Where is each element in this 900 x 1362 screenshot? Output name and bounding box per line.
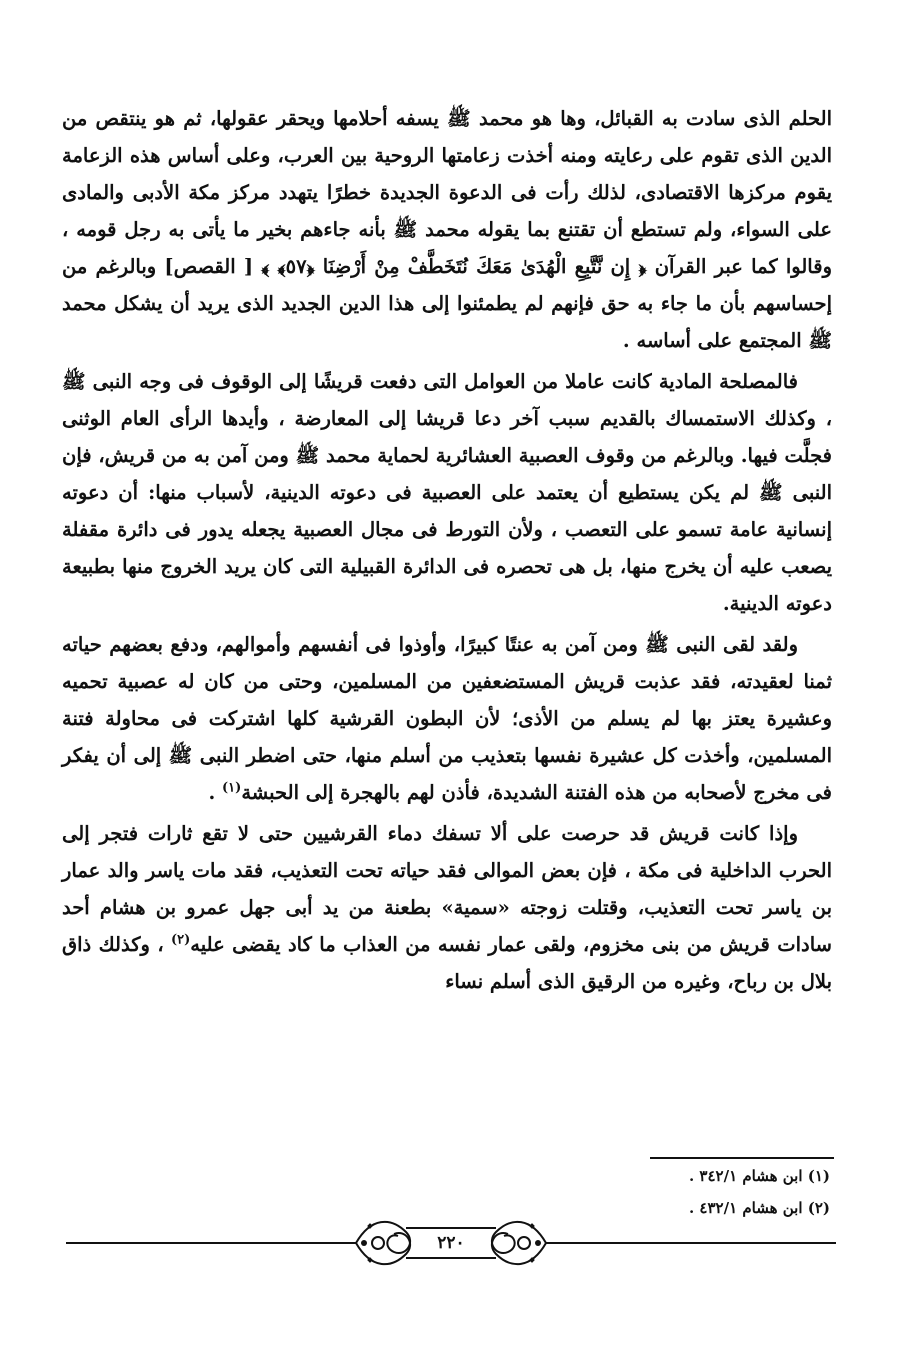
paragraph-2 [62,363,832,622]
footer-rule-right [546,1242,836,1244]
page-number: ٢٢٠ [437,1233,465,1253]
paragraph-4-text: وإذا كانت قريش قد حرصت على ألا تسفك دماء القرشيين حتى لا تقع ثارات فتجر إلى الحرب الداخلية فى مكة ، فإن بعض الموالى فقد حياته تحت التعذيب، فقد مات ياسر والد عمار بن ياسر تحت التعذيب، وقتلت زوجته «سمية» بطعنة من يد أبى جهل عمرو بن هشام أحد سادات قريش من بنى مخزوم، ولقى عمار نفسه من العذاب ما كاد يقضى عليه [62,822,833,956]
body-text [62,100,832,1004]
footnote-1: (١) ابن هشام ٣٤٢/١ . [688,1167,830,1185]
paragraph-3 [62,626,832,811]
paragraph-1 [62,100,832,359]
footnote-ref-2: (٢) [171,932,191,948]
paragraph-3-text: ولقد لقى النبى ﷺ ومن آمن به عنتًا كبيرًا، وأوذوا فى أنفسهم وأموالهم، ودفع بعضهم حياته ثمنا لعقيدته، فقد عذبت قريش المستضعفين من المسلمين، وحتى من كان له عصبية تحميه وعشيرة يعتز بها لم يسلم من الأذى؛ لأن البطون القرشية كلها اشتركت فى محاولة فتنة المسلمين، وأخذت كل عشيرة نفسها بتعذيب من أسلم منها، حتى اضطر النبى ﷺ إلى أن يفكر فى مخرج لأصحابه من هذه الفتنة الشديدة، فأذن لهم بالهجرة إلى الحبشة [62,633,832,804]
footnote-separator [650,1157,834,1159]
footnote-ref-1: (١) [222,780,242,796]
footnote-2: (٢) ابن هشام ٤٣٢/١ . [688,1199,830,1217]
footer-rule-left [66,1242,356,1244]
page-footer-ornament [66,1212,836,1274]
paragraph-3-tail: . [208,781,223,804]
paragraph-2-text: فالمصلحة المادية كانت عاملا من العوامل التى دفعت قريشًا إلى الوقوف فى وجه النبى ﷺ ، وكذلك الاستمساك بالقديم سبب آخر دعا قريشا إلى المعارضة ، وأيدها الرأى العام الوثنى فجلَّت فيها. وبالرغم من وقوف العصبية العشائرية لحماية محمد ﷺ ومن آمن به من قريش، فإن النبى ﷺ لم يكن يستطيع أن يعتمد على العصبية فى دعوته الدينية، لأسباب منها: أن دعوته إنسانية عامة تسمو على التعصب ، ولأن التورط فى مجال العصبية يجعله يدور فى دائرة مقفلة يصعب عليه أن يخرج منها، بل هى تحصره فى الدائرة القبيلية التى كان يريد الخروج منها بطبيعة دعوته الدينية. [62,370,832,615]
paragraph-4 [62,815,832,1000]
paragraph-1-text: الحلم الذى سادت به القبائل، وها هو محمد ﷺ يسفه أحلامها ويحقر عقولها، ثم هو ينتقص من الدين الذى تقوم على رعايته ومنه أخذت زعامتها الروحية بين العرب، وعلى أساس هذه الزعامة يقوم مركزها الاقتصادى، لذلك رأت فى الدعوة الجديدة خطرًا يتهدد مركز مكة الأدبى والمادى على السواء، ولم تستطع أن تقتنع بما يقوله محمد ﷺ بأنه جاءهم بخير ما يأتى به رجل قومه ، وقالوا كما عبر القرآن ﴿ إِن نَّتَّبِعِ الْهُدَىٰ مَعَكَ نُتَخَطَّفْ مِنْ أَرْضِنَا ﴿٥٧﴾ ﴾ [ القصص] وبالرغم من إحساسهم بأن ما جاء به حق فإنهم لم يطمئنوا إلى هذا الدين الجديد الذى يريد أن يشكل محمد ﷺ المجتمع على أساسه . [62,107,832,352]
paragraph-4-tail: ، وكذلك ذاق بلال بن رباح، وغيره من الرقيق الذى أسلم نساء [62,933,832,993]
